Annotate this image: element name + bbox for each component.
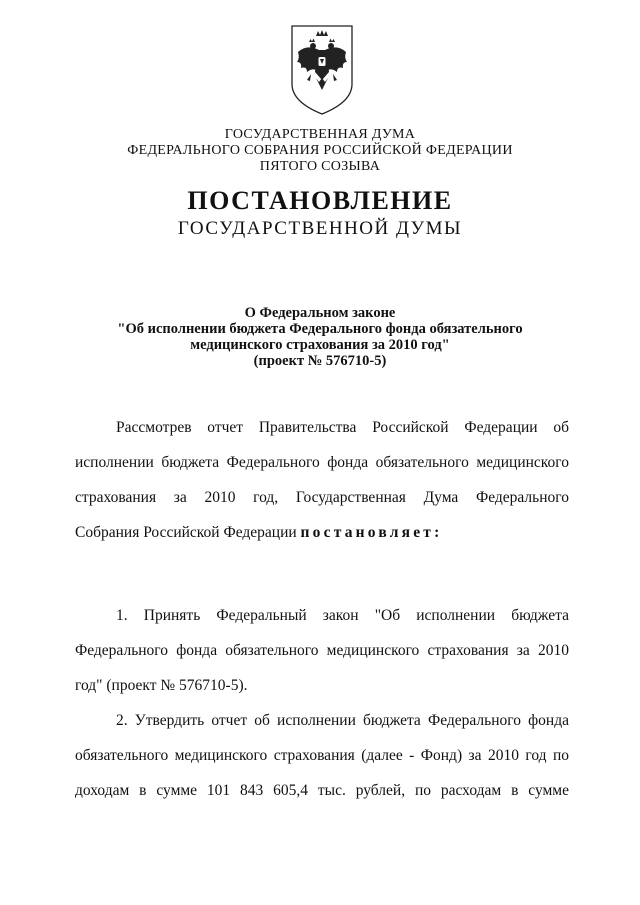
- decree-title: ПОСТАНОВЛЕНИЕ: [187, 186, 453, 215]
- item2-line-1: 2. Утвердить отчет об исполнении бюджета Федерального фонда: [116, 712, 569, 729]
- decides-word: постановляет:: [300, 524, 443, 541]
- header-line-convocation: ПЯТОГО СОЗЫВА: [259, 159, 381, 174]
- item1-line-2: Федерального фонда обязательного медицинского страхования за 2010: [75, 642, 569, 659]
- preamble-line-3: страхования за 2010 год, Государственная Дума Федерального: [75, 489, 569, 506]
- header-line-duma: ГОСУДАРСТВЕННАЯ ДУМА: [224, 127, 416, 142]
- item2-line-2: обязательного медицинского страхования (далее - Фонд) за 2010 год по: [75, 747, 569, 764]
- item1-line-1: 1. Принять Федеральный закон "Об исполнении бюджета: [116, 607, 569, 624]
- preamble-line-4: [75, 523, 569, 543]
- russian-coat-of-arms-icon: [289, 24, 355, 116]
- subject-line-2: "Об исполнении бюджета Федерального фонда обязательного: [117, 321, 523, 337]
- subject-line-3: медицинского страхования за 2010 год": [190, 337, 450, 353]
- item1-line-3: год" (проект № 576710-5).: [75, 677, 248, 694]
- header-line-assembly: ФЕДЕРАЛЬНОГО СОБРАНИЯ РОССИЙСКОЙ ФЕДЕРАЦИИ: [127, 143, 513, 158]
- subject-line-4: (проект № 576710-5): [253, 353, 387, 369]
- preamble-line-1: Рассмотрев отчет Правительства Российской Федерации об: [116, 419, 569, 436]
- decree-subtitle: ГОСУДАРСТВЕННОЙ ДУМЫ: [177, 218, 463, 239]
- preamble-line-4-text: Собрания Российской Федерации: [75, 524, 297, 541]
- preamble-line-2: исполнении бюджета Федерального фонда обязательного медицинского: [75, 454, 569, 471]
- subject-line-1: О Федеральном законе: [244, 305, 396, 321]
- item2-line-3: доходам в сумме 101 843 605,4 тыс. рублей, по расходам в сумме: [75, 782, 569, 799]
